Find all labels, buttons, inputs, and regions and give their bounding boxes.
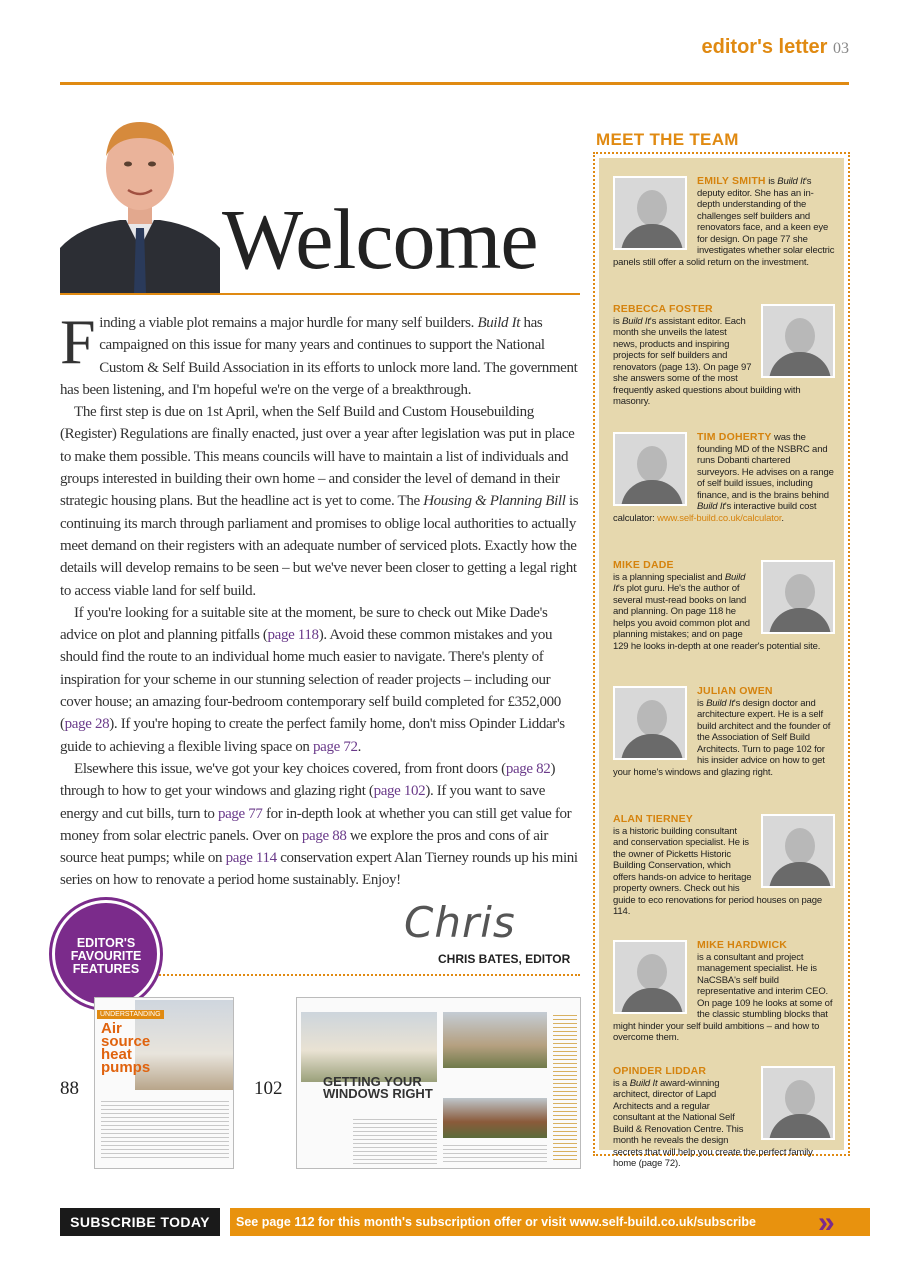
photo-body <box>769 352 831 378</box>
feature-thumbnail-windows[interactable] <box>296 997 581 1169</box>
text: 's plot guru. He's the author of several must-read books on land and planning. On page 118 he helps you avoid common plot and planning mistakes; and on page 129 he looks in-depth at one reader's potential site. <box>613 583 821 652</box>
subscribe-bar <box>60 1206 860 1239</box>
page-number: 03 <box>833 40 849 57</box>
member-name: EMILY SMITH <box>697 175 766 187</box>
magazine-name: Build It <box>777 176 806 187</box>
member-photo <box>613 940 687 1014</box>
text: award-winning architect, director of Lapd Architects and a regular consultant at the National Self Build & Renovation Centre. This month he reveals the design secrets that will help you create the perfect family home (page 72). <box>613 1077 813 1169</box>
text: is <box>765 176 778 187</box>
text: was the founding MD of the NSBRC and runs Dobanti chartered surveyors. He advises on a range of self build issues, including finance, and is the brains behind <box>697 432 834 501</box>
thumbnail-title: GETTING YOUR WINDOWS RIGHT <box>323 1074 433 1101</box>
photo-body <box>769 608 831 634</box>
member-name: REBECCA FOSTER <box>613 303 713 315</box>
title-rule <box>60 293 580 295</box>
team-member-tim-doherty <box>613 432 835 524</box>
text: ). Avoid these common mistakes and you should find the route to an individual home much easier to navigate. There's plenty of inspiration for your scheme in our stunning selection of reader projects – including our cover house; an amazing four-bedroom contemporary self build completed for £352,000 ( <box>60 627 561 733</box>
team-heading: MEET THE TEAM <box>596 130 739 149</box>
section-header <box>702 36 849 59</box>
member-name: TIM DOHERTY <box>697 431 772 443</box>
photo-head <box>785 828 815 864</box>
text: is a planning specialist and <box>613 571 725 583</box>
text: If you're looking for a suitable site at the moment, be sure to check out Mike Dade's advice on plot and planning pitfalls ( <box>60 604 548 644</box>
page-link[interactable]: page 118 <box>267 627 319 644</box>
photo-head <box>785 574 815 610</box>
team-member-rebecca-foster <box>613 304 835 408</box>
thumbnail-text-block <box>443 1142 547 1164</box>
member-name: MIKE DADE <box>613 559 674 571</box>
feature-page-number: 88 <box>60 1078 79 1099</box>
thumbnail-title: Air source heat pumps <box>101 1020 151 1076</box>
member-name: MIKE HARDWICK <box>697 939 788 951</box>
magazine-name: Build It <box>706 697 734 709</box>
page-link[interactable]: page 72 <box>313 738 358 755</box>
page-link[interactable]: page 77 <box>217 805 263 822</box>
text: ). If you're hoping to create the perfect family home, don't miss Opinder Liddar's guide to achieving a flexible living space on <box>60 716 565 755</box>
magazine-name: Build It <box>477 315 521 331</box>
magazine-name: Build It <box>613 571 746 594</box>
page-link[interactable]: page 82 <box>505 760 551 777</box>
text: The first step is due on 1st April, when the Self Build and Custom Housebuilding (Register) Regulations are finally enacted, just over a year after legislation was put in place to make them possible. This means councils will have to maintain a list of individuals and groups interested in building their own home – and consider the level of demand in their strategic housing plans. But the headline act is yet to come. The <box>60 404 575 510</box>
subscribe-url[interactable]: www.self-build.co.uk/subscribe <box>569 1215 756 1229</box>
thumbnail-photo <box>443 1098 547 1138</box>
subscribe-offer[interactable] <box>230 1206 870 1239</box>
team-member-alan-tierney <box>613 814 835 918</box>
header-rule <box>60 82 849 85</box>
text: 's interactive build cost calculator: <box>613 501 817 524</box>
text: inding a viable plot remains a major hurdle for many self builders. <box>99 315 478 331</box>
thumbnail-text-block <box>353 1116 437 1164</box>
feature-page-number: 102 <box>254 1078 283 1099</box>
member-photo <box>761 304 835 378</box>
photo-head <box>637 190 667 226</box>
photo-body <box>621 734 683 760</box>
text: is <box>697 697 707 709</box>
photo-head <box>785 318 815 354</box>
subscribe-button[interactable]: SUBSCRIBE TODAY <box>60 1208 220 1236</box>
editor-name: CHRIS BATES, EDITOR <box>438 952 571 966</box>
member-photo <box>761 814 835 888</box>
text: for in-depth look at whether you can still get value for money from solar electric panels. Over on <box>60 805 572 844</box>
photo-head <box>637 446 667 482</box>
member-photo <box>761 1066 835 1140</box>
page-link[interactable]: page 102 <box>373 783 426 800</box>
drop-cap: F <box>60 306 96 377</box>
team-member-emily-smith <box>613 176 835 268</box>
photo-body <box>769 862 831 888</box>
thumbnail-sidebar <box>553 1012 577 1162</box>
text: See page 112 for this month's subscription offer or visit <box>236 1215 570 1229</box>
thumbnail-text-block <box>101 1098 229 1160</box>
text: we explore the pros and cons of air source heat pumps; while on <box>60 827 549 867</box>
photo-head <box>637 700 667 736</box>
text: Elsewhere this issue, we've got your key choices covered, from front doors ( <box>74 760 506 777</box>
team-member-julian-owen <box>613 686 835 778</box>
paragraph-2 <box>60 401 582 602</box>
member-name: ALAN TIERNEY <box>613 813 693 825</box>
page-link[interactable]: page 114 <box>225 850 277 867</box>
text: is a <box>613 1077 630 1089</box>
paragraph-3 <box>60 602 582 758</box>
calculator-link[interactable]: www.self-build.co.uk/calculator <box>657 512 782 524</box>
thumbnail-photo <box>443 1012 547 1068</box>
team-member-opinder-liddar <box>613 1066 835 1170</box>
favourites-badge <box>52 900 160 1008</box>
thumbnail-photo <box>301 1012 437 1082</box>
page-title: Welcome <box>222 191 538 287</box>
badge-line: FAVOURITE <box>70 949 142 963</box>
section-label: editor's letter <box>701 36 828 58</box>
badge-line: FEATURES <box>72 962 140 976</box>
text: conservation expert Alan Tierney rounds up his mini series on how to renovate a period home sustainably. Enjoy! <box>60 850 578 889</box>
member-photo <box>761 560 835 634</box>
text: 's design doctor and architecture expert. He is a self build architect and the founder of the Association of Self Build Architects. Turn to page 102 for his insider advice on how to get your home's windows and glazing right. <box>613 697 831 778</box>
bill-name: Housing & Planning Bill <box>423 493 566 510</box>
badge-line: EDITOR'S <box>76 936 136 950</box>
text: has campaigned on this issue for many years and continues to support the National Custom & Self Build Association in its efforts to unlock more land. The government has been listening, and I'm hopeful we're on the verge of a breakthrough. <box>60 315 578 398</box>
dotted-rule <box>100 974 580 976</box>
magazine-name: Build It <box>697 501 725 512</box>
team-member-mike-hardwick <box>613 940 835 1044</box>
photo-body <box>621 224 683 250</box>
editor-photo <box>60 98 220 294</box>
feature-thumbnail-heat-pumps[interactable] <box>94 997 234 1169</box>
text: is a historic building consultant and conservation specialist. He is the owner of Picketts Historic Building Conservation, which offers hands-on advice to heritage property owners. Check out his guide to eco renovations for period houses on page 114. <box>613 825 823 917</box>
editor-letter-body <box>60 306 582 892</box>
magazine-name: Build It <box>629 1077 658 1089</box>
member-photo <box>613 176 687 250</box>
text: . <box>781 512 784 524</box>
photo-body <box>769 1114 831 1140</box>
photo-head <box>785 1080 815 1116</box>
page-link[interactable]: page 88 <box>301 827 347 844</box>
text: is <box>613 315 623 327</box>
team-member-mike-dade <box>613 560 835 652</box>
text: ). If you want to save energy and cut bills, turn to <box>60 783 546 822</box>
photo-head <box>637 954 667 990</box>
text: . <box>357 738 362 755</box>
signature: Chris <box>404 898 516 947</box>
member-photo <box>613 432 687 506</box>
text: 's assistant editor. Each month she unveils the latest news, products and inspiring projects for self builders and renovators (page 13). On page 97 she answers some of the most frequently asked questions about building with masonry. <box>613 315 801 407</box>
photo-body <box>621 988 683 1014</box>
text: ) through to how to get your windows and glazing right ( <box>60 760 556 800</box>
paragraph-4 <box>60 758 582 892</box>
page-link[interactable]: page 28 <box>64 716 110 733</box>
text: is a consultant and project management specialist. He is NaCSBA's self build representative and interim CEO. On page 109 he looks at some of the classic stumbling blocks that might hinder your self build ambitions – and how to overcome them. <box>613 951 833 1043</box>
paragraph-1 <box>60 306 582 401</box>
text: is continuing its march through parliament and promises to oblige local authorities to actually meet demand on their registers with an adequate number of serviced plots. Exactly how the details will develop remains to be seen – but we've never been closer to getting a legal right to access viable land for self build. <box>60 493 579 599</box>
double-chevron-icon[interactable]: » <box>818 1206 829 1239</box>
member-photo <box>613 686 687 760</box>
magazine-name: Build It <box>622 315 650 327</box>
photo-body <box>621 480 683 506</box>
text: 's deputy editor. She has an in-depth understanding of the challenges self builders and renovators face, and a keen eye for design. On page 77 she investigates whether solar electric panels still offer a solid return on the investment. <box>613 176 835 268</box>
member-name: JULIAN OWEN <box>697 685 773 697</box>
thumbnail-tag: UNDERSTANDING <box>97 1010 164 1019</box>
member-name: OPINDER LIDDAR <box>613 1065 707 1077</box>
